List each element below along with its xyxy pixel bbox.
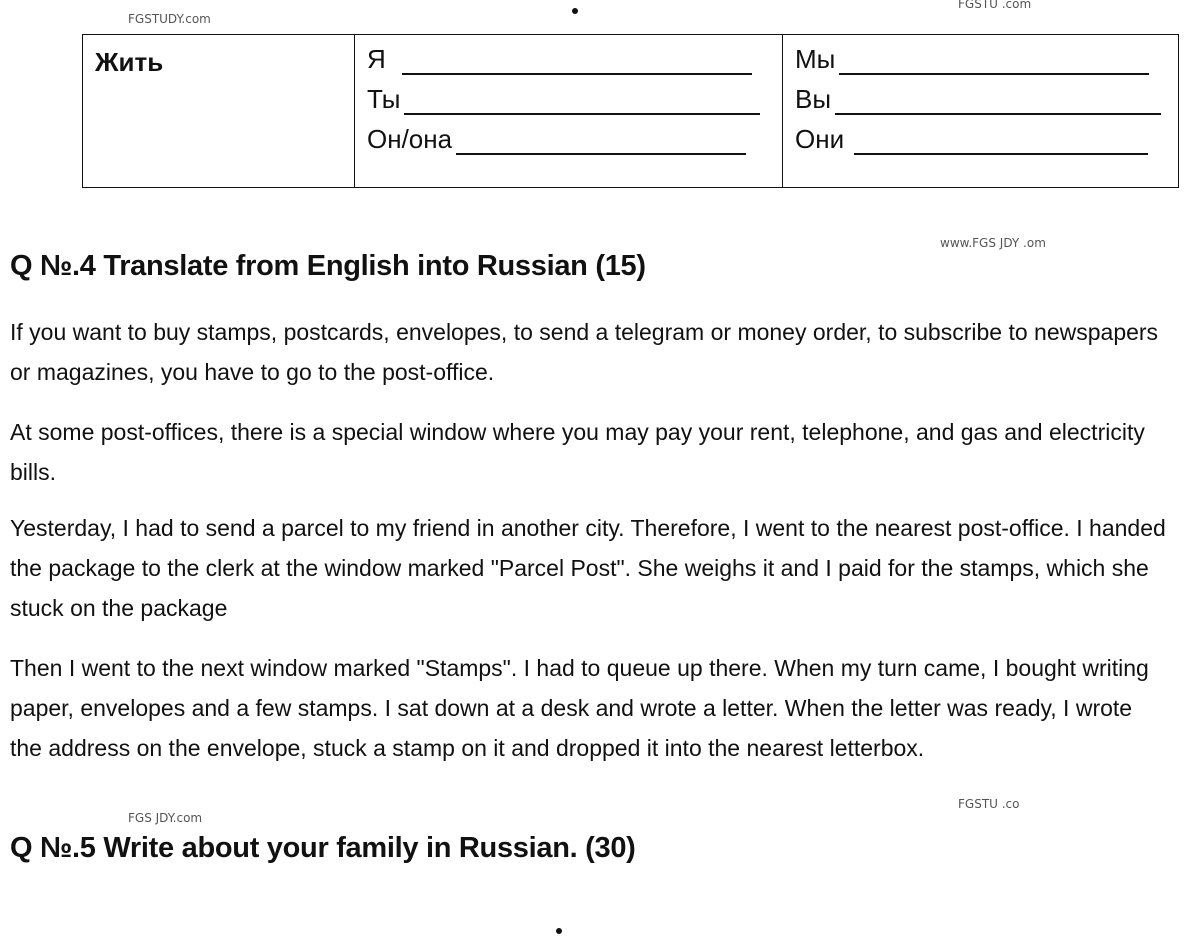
pronoun-line xyxy=(783,75,1178,115)
pronoun-label: Они xyxy=(795,124,845,154)
watermark-bottom-right: FGSTU .co xyxy=(958,797,1020,811)
ink-dot xyxy=(556,928,562,934)
pronoun-label: Он/она xyxy=(367,124,453,154)
conjugation-table xyxy=(82,34,1179,188)
answer-blank[interactable] xyxy=(402,53,752,75)
pronoun-line xyxy=(355,115,782,155)
question-4-title: Q №.4 Translate from English into Russian (15) xyxy=(10,250,646,282)
q4-paragraph: Yesterday, I had to send a parcel to my friend in another city. Therefore, I went to the nearest post-office. I handed the package to the clerk at the window marked "Parcel Post". She weighs it and I paid for the stamps, which she stuck on the package xyxy=(10,515,1166,621)
pronoun-label: Мы xyxy=(795,44,836,74)
pronoun-label: Я xyxy=(367,44,386,74)
plural-cell xyxy=(783,35,1179,188)
pronoun-label: Вы xyxy=(795,84,832,114)
q4-paragraph: At some post-offices, there is a special window where you may pay your rent, telephone, and gas and electricity bills. xyxy=(10,419,1145,485)
watermark-bottom-left: FGS JDY.com xyxy=(128,811,203,825)
q4-paragraph: Then I went to the next window marked "Stamps". I had to queue up there. When my turn came, I bought writing paper, envelopes and a few stamps. I sat down at a desk and wrote a letter. When the letter was ready, I wrote the address on the envelope, stuck a stamp on it and dropped it into the nearest letterbox. xyxy=(10,655,1149,761)
q4-paragraph: If you want to buy stamps, postcards, envelopes, to send a telegram or money order, to subscribe to newspapers or magazines, you have to go to the post-office. xyxy=(10,319,1159,385)
pronoun-line xyxy=(783,115,1178,155)
watermark-mid-right: www.FGS JDY .om xyxy=(940,236,1046,250)
singular-cell xyxy=(355,35,783,188)
pronoun-line xyxy=(783,45,1178,75)
answer-blank[interactable] xyxy=(404,93,760,115)
pronoun-line xyxy=(355,45,782,75)
answer-blank[interactable] xyxy=(854,133,1148,155)
watermark-top-right: FGSTU .com xyxy=(958,0,1032,11)
pronoun-line xyxy=(355,75,782,115)
pronoun-label: Ты xyxy=(367,84,401,114)
answer-blank[interactable] xyxy=(839,53,1149,75)
answer-blank[interactable] xyxy=(456,133,746,155)
answer-blank[interactable] xyxy=(835,93,1161,115)
watermark-top-left: FGSTUDY.com xyxy=(128,12,211,26)
question-5-title: Q №.5 Write about your family in Russian. (30) xyxy=(10,832,636,864)
ink-dot xyxy=(572,8,578,14)
verb-cell: Жить xyxy=(83,35,355,188)
